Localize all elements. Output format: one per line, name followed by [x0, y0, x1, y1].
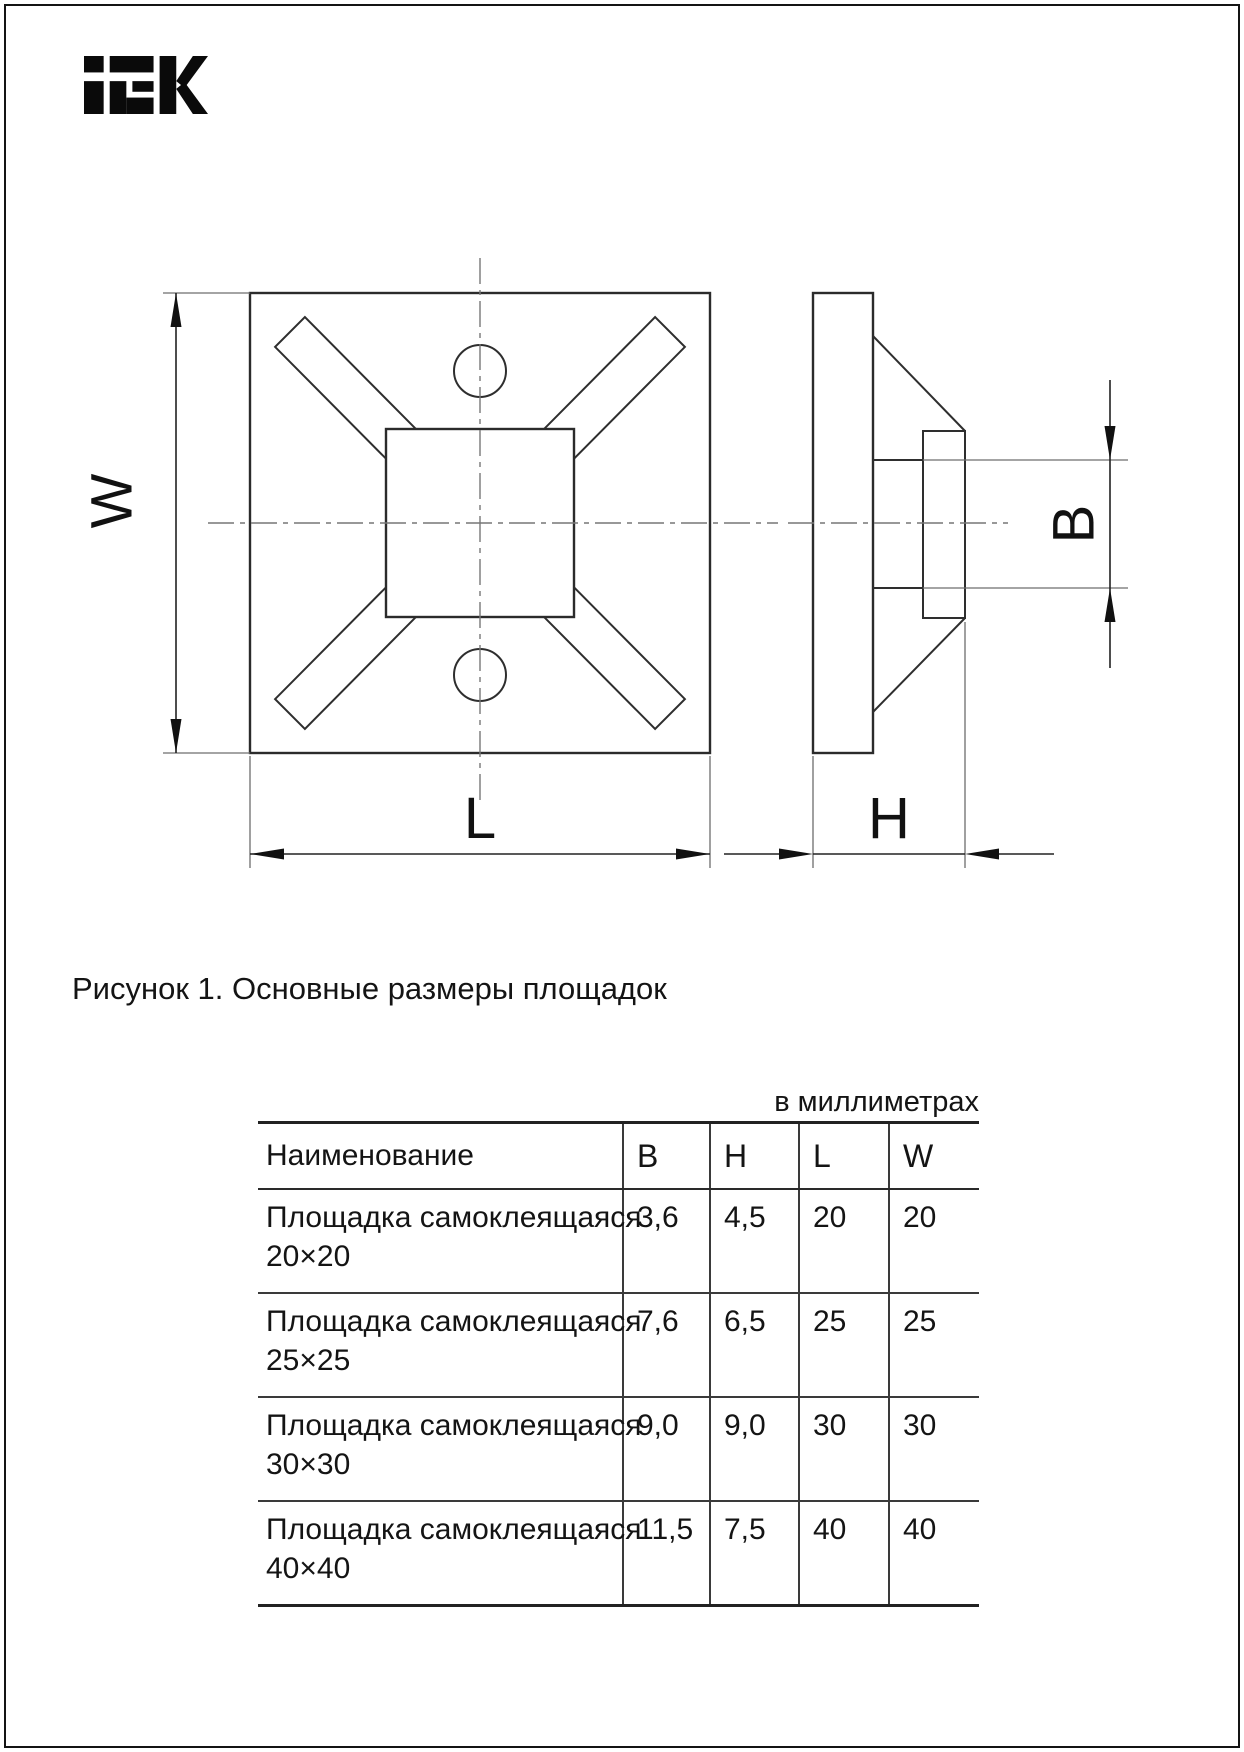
- cell-b: 11,5: [623, 1501, 710, 1606]
- column-header-name: Наименование: [258, 1123, 623, 1190]
- side-head-outline: [923, 431, 965, 618]
- cell-h: 6,5: [710, 1293, 799, 1397]
- b-arrow-pointing-up: [1105, 588, 1116, 622]
- front-view: [208, 258, 778, 802]
- product-name: Площадка самоклеящаяся: [266, 1513, 642, 1546]
- dimension-l: [250, 756, 710, 868]
- b-arrow-pointing-down: [1105, 426, 1116, 460]
- table-row: [258, 1397, 979, 1501]
- side-view: [788, 293, 1008, 753]
- product-name: Площадка самоклеящаяся: [266, 1305, 642, 1338]
- side-upper-slant: [873, 336, 965, 431]
- table-row: [258, 1501, 979, 1606]
- h-arrow-pointing-right: [779, 849, 813, 860]
- cell-product-name: [258, 1293, 642, 1397]
- cell-l: 30: [799, 1397, 889, 1501]
- product-size: 25×25: [266, 1344, 351, 1377]
- cell-w: 25: [889, 1293, 979, 1397]
- l-dimension-label: L: [463, 786, 497, 851]
- h-arrow-pointing-left: [965, 849, 999, 860]
- w-arrow-up: [171, 293, 182, 327]
- cell-l: 20: [799, 1189, 889, 1293]
- w-arrow-down: [171, 719, 182, 753]
- cell-l: 40: [799, 1501, 889, 1606]
- cell-w: 20: [889, 1189, 979, 1293]
- figure-caption: Рисунок 1. Основные размеры площадок: [72, 971, 667, 1006]
- w-dimension-label: W: [79, 473, 145, 529]
- cell-h: 9,0: [710, 1397, 799, 1501]
- column-header-h: H: [710, 1123, 799, 1190]
- units-note: в миллиметрах: [774, 1086, 979, 1118]
- cell-product-name: [258, 1397, 642, 1501]
- column-header-w: W: [889, 1123, 979, 1190]
- table-row: [258, 1189, 979, 1293]
- product-size: 30×30: [266, 1448, 351, 1481]
- cell-product-name: [258, 1189, 642, 1293]
- cell-h: 7,5: [710, 1501, 799, 1606]
- cell-b: 7,6: [623, 1293, 710, 1397]
- cell-h: 4,5: [710, 1189, 799, 1293]
- dimensions-table: [258, 1121, 979, 1607]
- cell-w: 40: [889, 1501, 979, 1606]
- b-dimension-label: B: [1041, 504, 1107, 544]
- column-header-b: B: [623, 1123, 710, 1190]
- product-size: 20×20: [266, 1240, 351, 1273]
- cell-w: 30: [889, 1397, 979, 1501]
- cell-b: 3,6: [623, 1189, 710, 1293]
- column-header-l: L: [799, 1123, 889, 1190]
- cell-product-name: [258, 1501, 642, 1606]
- dimension-b: [923, 380, 1128, 668]
- side-lower-slant: [873, 618, 965, 712]
- product-name: Площадка самоклеящаяся: [266, 1201, 642, 1234]
- dimension-h: [724, 622, 1054, 868]
- table-header-row: [258, 1123, 979, 1190]
- l-arrow-right: [676, 849, 710, 860]
- h-dimension-label: H: [868, 786, 910, 851]
- product-name: Площадка самоклеящаяся: [266, 1409, 642, 1442]
- table-row: [258, 1293, 979, 1397]
- l-arrow-left: [250, 849, 284, 860]
- product-size: 40×40: [266, 1552, 351, 1585]
- cell-b: 9,0: [623, 1397, 710, 1501]
- cell-l: 25: [799, 1293, 889, 1397]
